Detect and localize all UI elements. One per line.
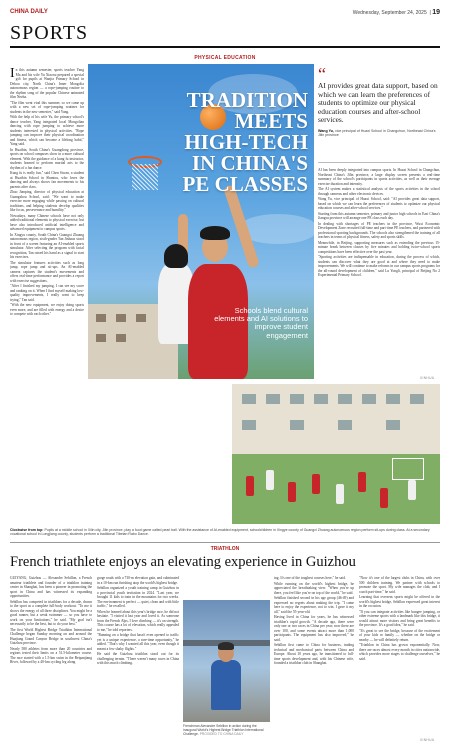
story1-paragraph: Starting from this autumn semester, primary and junior high schools in East China's Jiangsu province will arrange one PE class each day.: [318, 211, 440, 220]
student-figure: [312, 474, 320, 494]
story2-headline: French triathlete enjoys an elevating experience in Guizhou: [10, 554, 356, 570]
quote-mark-icon: “: [318, 64, 326, 84]
student-figure: [246, 476, 254, 496]
goal-frame: [392, 458, 424, 480]
story1-paragraph: The AI system makes a statistical analysis of the sports activities in the school through cameras and other electronic devices.: [318, 187, 440, 196]
story1-kicker: PHYSICAL EDUCATION: [194, 55, 256, 61]
story1-paragraph: Nowadays, many Chinese schools have not only added traditional elements to physical exercise, but have also introduced artificial intelligence and advanced equipment to campus sports.: [10, 213, 84, 231]
story1-paragraph: In Xingyu county, South China's Guangxi Zhuang autonomous region, sixth-grader Tan Jinhaus stood in front of a screen featuring an AI-enabled sports simulator. After selecting the program with facial recognition, Tan raised his hand as a signal to start his exercises.: [10, 232, 84, 259]
student-figure: [380, 488, 388, 508]
story2-kicker: TRIATHLON: [210, 546, 240, 552]
story2-paragraph: "Triathlon in China has grown exponentially. Now, there are races almost every month in cities nationwide, which provides more stages to challenge ourselves," he said.: [359, 643, 440, 661]
section-rule: [10, 46, 440, 48]
story2-paragraph: When he learned about this year's bridge race, he did not hesitate. "I visited it last year and loved it. As someone from the French Alps, I love climbing — it's on strength. This course has a lot of elevation, which really appealed to me," he told reporters.: [97, 609, 179, 632]
drop-cap: I: [10, 68, 15, 81]
story2-column-3: [274, 576, 354, 736]
page-number: 19: [432, 9, 440, 16]
story1-paragraph: In Huaibin, South China's Guangdong province, sports on school campuses show in a more cultural element. With the guidance of a kung fu instructor, students learned to perform martial arts to the rhythm of a fan dance.: [10, 147, 84, 170]
story2-column-4: [359, 576, 440, 731]
student-head: [164, 244, 188, 268]
story1-paragraph: AI has been deeply integrated into campus sports. In Huaxi School in Changchun, Northeast China's Jilin province, a large display screen presents a real-time summary of the school's participants in sports activities, as well as their average exercise duration and intensity.: [318, 168, 440, 186]
story1-paragraph: "The film went viral this summer, so we came up with a new set of rope-jumping routines for students in the new semester," said Yang.: [10, 100, 84, 114]
quote-divider: [318, 162, 440, 163]
story1-paragraph: "Sporting activities are indispensable in education, during the process of which, students can discover what they are good at and where they need to make improvements. We will continue to make reforms in our campus sports programs for the all-round development of children," said Lu Yongli, principal of Beijing No 2 Experimental Primary School.: [318, 255, 440, 277]
section-title: SPORTS: [10, 22, 89, 44]
hero-photo: [88, 64, 314, 379]
story1-agency: XINHUA: [420, 376, 435, 380]
story2-column-2: [97, 576, 179, 736]
story2-paragraph: GUIYANG, Guizhou — Alexandre Sebillon, a French amateur triathlete and founder of a triathlon training center in Shanghai, has been a pioneer in promoting the sport in China and has witnessed its expanding opportunities.: [10, 576, 92, 598]
triathlete-caption: Frenchman Alexandre Sebillon in action during the inaugural World's Highest Bridge Triathlon International Challenge. PROVIDED TO CHINA DAILY: [183, 724, 264, 736]
athlete-body: [211, 660, 241, 710]
story2-paragraph: "If you can integrate activities like bungee jumping, or other extreme sports with a landmark like this bridge, it would attract more visitors and bring great benefits to the province. It's a good idea," he said.: [359, 609, 440, 627]
triathlete-photo: [183, 600, 270, 722]
story1-paragraph: Wang Yu, vice principal of Huaxi School, said: "AI provides great data support, based on which we can learn the preferences of students to optimize our physical education courses and after-school services.": [318, 197, 440, 210]
story1-column-1: [10, 68, 84, 518]
story2-paragraph: Sebillon first came to China for business, trading technical and mechanical parts between China and Europe. About 10 years ago, he transitioned to full-time sports development and, with his Chinese wife, founded a triathlon club in Shanghai.: [274, 643, 354, 665]
story1-paragraph: Kung fu is really fun," said Chen Siwan, a student at Huaibin School in Shantou, who loves the dancing and always shows fan movements to his parents after class.: [10, 171, 84, 189]
story1-paragraph: "After I finished my jumping, I can see my score and ranking on it. When I find myself making low-quality improvements, I really want to keep trying," Tan said.: [10, 284, 84, 302]
quote-attribution: Wang Yu, vice principal of Huaxi School in Changchun, Northeast China's Jilin province: [318, 128, 436, 138]
story2-paragraph: Having lived in China for years, he has witnessed triathlon's rapid growth. "A decade ago, there were only one or two races in China per year; now there are over 100, and some events attract more than 1,000 participants. The equipment has also improved," he said.: [274, 615, 354, 642]
athlete-hair: [218, 642, 234, 650]
story1-paragraph: With the help of his wife Yu, the primary school's dance teacher, Yang integrated local Mongolian dancing with rope jumping to achieve more students interested in physical activities. "Rope jumping can improve their physical coordination and fitness, which can become a lifelong habit," Yang said.: [10, 115, 84, 146]
story2-paragraph: Nearly 580 athletes from more than 20 countries and regions tested their limits on a 51.5-kilometer course. The race started with a 1.5-km swim in the Beipanjiang River, followed by a 40-km cycling leg along: [10, 646, 92, 664]
story1-paragraph: "With the new equipment, we enjoy doing sports even more, and are filled with energy and a desire to compete with each other.": [10, 303, 84, 316]
issue-date: Wednesday, September 24, 2025: [352, 10, 427, 16]
story1-paragraph: Meanwhile, in Beijing, supporting measures such as extending the previous 15-minute break between classes by five minutes and holding twice-school sports competitions have been effective over the past year.: [318, 240, 440, 254]
pull-quote: [318, 64, 440, 138]
story2-paragraph: Sebillon has competed in triathlons for a decade, drawn to the sport as a complete full-body workout. "To me it shows the energy of all three disciplines. You might be a good runner, but a weak swimmer — so you have to work on your limitations," he said. "My goal isn't necessarily to be the best, but to do your best.": [10, 599, 92, 626]
story1-headline: TRADITION MEETS HIGH-TECH IN CHINA'S PE CLASSES: [182, 88, 308, 196]
story1-paragraph: In dealing with shortages of PE teachers in the province, Wuxi Economic Development Zone recruited full-time and part-time PE teachers, and partnered with professional sporting backgrounds. The schools also strengthened the training of all teachers in terms of physical fitness, safety and sports skills.: [318, 221, 440, 239]
masthead: CHINA DAILY Wednesday, September 24, 2025 | 19: [10, 9, 440, 16]
story1-paragraph: n this autumn semester, sports teacher Yang Ma and his wife Yu Xiaoxu prepared a special gift for pupils at Wanjia Primary School in Dekou city, North China's Inner Mongolia autonomous region — a rope-jumping routine to the rhythm song of the popular Chinese animated film Nezha.: [10, 68, 84, 99]
school-building: [232, 384, 440, 454]
story1-column-3: [318, 168, 440, 372]
story2-paragraph: "Running on a bridge that hasn't even opened to traffic yet is a unique experience, a rare-time opportunity," he added. "That's why I wanted all this year, even though it meant a few shaky flights.": [97, 633, 179, 651]
story1-paragraph: Zhao Jianping, director of physical education at Guangzhou School, said: "We want to make exercise more engaging while passing on cultural traditions, and helping students develop qualities like focus, perseverance and humility.": [10, 190, 84, 212]
student-figure: [358, 472, 366, 492]
story2-agency: XINHUA: [420, 738, 435, 742]
story2-paragraph: "It's great to see the bridge, because of the excitement of your kids or family — whether on the bridge or nearby — he will definitely return.: [359, 628, 440, 642]
paper-name: CHINA DAILY: [10, 9, 48, 15]
story2-paragraph: Sebillon finished second in his age group (46-49) and expressed no regrets about making the trip. "I came here to enjoy the experience, not to win. I gave it my all," said the 55-year-old.: [274, 596, 354, 614]
quote-text: AI provides great data support, based on which we can learn the preferences of students to optimize our physical education courses and after-school services.: [318, 81, 438, 125]
story2-paragraph: While running on the world's highest bridge, he appreciated the breathtaking view. "When you're up there, you feel like you're on top of the world," he said.: [274, 581, 354, 595]
story1-paragraph: The simulator features activities such as long jump, rope jump and sit-ups. An AI-enabled camera captures the student's movements and offers real-time performance and provides a report with exercise suggestions.: [10, 260, 84, 283]
student-figure: [288, 482, 296, 502]
story2-paragraph: ing. It's one of the toughest courses here," he said.: [274, 576, 346, 580]
story2-paragraph: The first World Highest Bridge Triathlon International Challenge began Sunday morning on and around the Huajiang Grand Canyon Bridge in southwest China's Guizhou province.: [10, 627, 92, 645]
student-hair: [200, 226, 230, 240]
story2-paragraph: "Now it's one of the largest clubs in China, with over 500 children training. We partner with schools to promote the sport. My wife manages the club, and I coach part-time," he said.: [359, 576, 440, 594]
story2-column-1: [10, 576, 92, 736]
student-figure: [336, 484, 344, 504]
photo-caption: Clockwise from top: Pupils at a middle school in Xilin city, Jilin province, play a food game called pearl ball. With the assistance of AI-enabled equipment, schoolchildren in Xingye county of Guangxi Zhuang autonomous region perform sit-ups during class. At a secondary vocational school in Longjiang county, students perform a traditional Tibetan Rabo Dance.: [10, 528, 430, 537]
story2-paragraph: gorge roads with a 730-m elevation gain, and culminated in a 10-km run finishing atop the world's highest bridge.: [97, 576, 179, 585]
story1-subhead: Schools blend cultural elements and AI solutions to improve student engagement: [214, 306, 308, 340]
story2-paragraph: Sebillon organized a youth training camp in Guizhou in a provincial youth invitation in 2024. "Last year, we brought 11 kids to train in the mountains for two weeks. The environment is perfect — quiet, clean and with little traffic," he recalled.: [97, 586, 179, 608]
basket-net: [132, 164, 158, 190]
student-figure: [408, 480, 416, 500]
story-divider: [10, 542, 440, 543]
story2-paragraph: Learning that overseas sports might be offered in the world's highest bridge, Sebillon expressed great interest in the occasion.: [359, 595, 440, 608]
student-figure: [266, 470, 274, 490]
story2-paragraph: He said the Guizhou triathlon stood out for its challenging terrain. "There weren't many races in China with this much climbing.: [97, 652, 179, 665]
students-sports-photo: [232, 384, 440, 524]
